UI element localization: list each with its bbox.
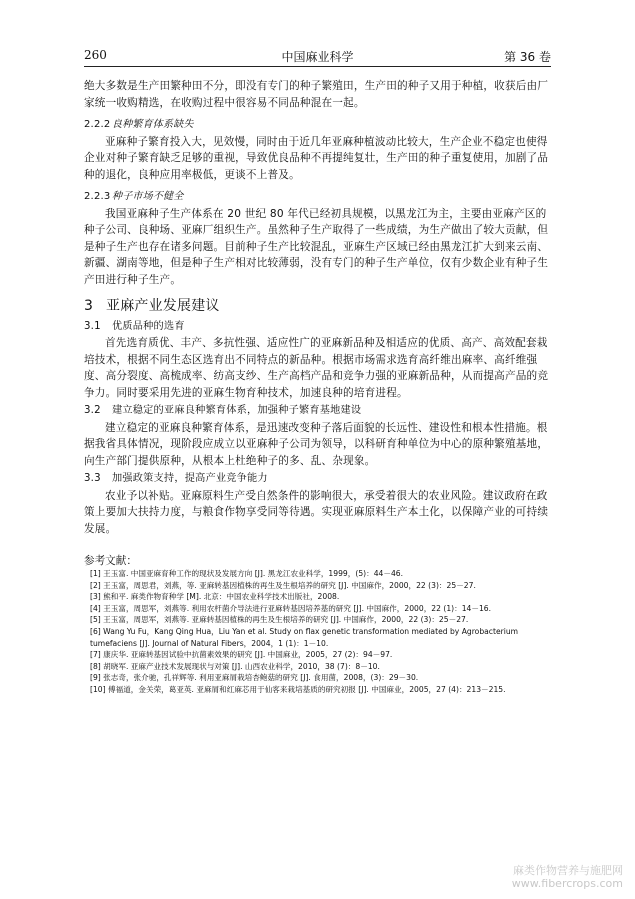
subsection-title: 优质品种的选育 <box>112 320 185 332</box>
paragraph-intro: 绝大多数是生产田繁种田不分，即没有专门的种子繁殖田，生产田的种子又用于种植，收获后由厂家统一收购精选，在收购过程中很容易不同品种混在一起。 <box>84 80 549 109</box>
reference-item: [3] 熊和平. 麻类作物育种学 [M]. 北京：中国农业科学技术出版社，2008. <box>90 592 340 602</box>
subsection-title: 种子市场不健全 <box>112 191 184 202</box>
reference-item: [8] 胡晓军. 亚麻产业技术发展现状与对策 [J]. 山西农业科学，2010，38 (7)：8－10. <box>90 661 380 671</box>
paragraph-2-2-2: 亚麻种子繁育投入大，见效慢，同时由于近几年亚麻种植波动比较大，生产企业不稳定也使得企业对种子繁育缺乏足够的重视，导致优良品种不再提纯复壮，生产田的种子重复使用，加剧了品种的退化，良种应用率极低，更谈不上普及。 <box>84 135 549 181</box>
subsection-2-2-3-heading <box>84 189 552 206</box>
paragraph-3-2: 建立稳定的亚麻良种繁育体系，是迅速改变种子落后面貌的长远性、建设性和根本性措施。根据我省具体情况，现阶段应成立以亚麻种子公司为领导，以科研育种单位为中心的原种繁殖基地，向生产部门提供原种，从根本上杜绝种子的多、乱、杂现象。 <box>84 421 549 467</box>
section-number: 3 <box>84 298 94 314</box>
reference-item: [10] 傅福道，金关荣，葛亚英. 亚麻屑和红麻芯用于仙客来栽培基质的研究初报 [J]. 中国麻业，2005，27 (4)：213－215. <box>90 684 506 694</box>
subsection-number: 3.1 <box>84 320 101 332</box>
section-3-heading <box>84 298 552 315</box>
paragraph-3-1: 首先选育质优、丰产、多抗性强、适应性广的亚麻新品种及相适应的优质、高产、高效配套栽培技术，根据不同生态区选育出不同特点的新品种。根据市场需求选育高纤维出麻率、高纤维强度、高分裂度、高梳成率、纺高支纱、生产高档产品和竞争力强的亚麻新品种，从而提高产品的竞争力。同时要采用先进的亚麻生物育种技术，加速良种的培育进程。 <box>84 337 549 399</box>
running-header <box>84 48 551 66</box>
reference-item: [9] 张志奇，张介驰，孔祥辉等. 利用亚麻屑栽培杏鲍菇的研究 [J]. 食用菌，2008，(3)：29－30. <box>90 673 419 683</box>
subsection-title: 建立稳定的亚麻良种繁育体系，加强种子繁育基地建设 <box>112 405 362 416</box>
journal-title: 中国麻业科学 <box>281 50 354 64</box>
reference-item: [2] 王玉富，周思君，刘燕，等. 亚麻转基因植株的再生及生根培养的研究 [J]. 中国麻作，2000，22 (3)：25－27. <box>90 580 476 590</box>
body-text <box>84 78 552 537</box>
subsection-2-2-2-heading <box>84 117 552 134</box>
references-heading: 参考文献： <box>84 555 137 567</box>
volume-label: 第 36 卷 <box>504 50 551 64</box>
header-rule <box>84 66 551 67</box>
reference-item: [6] Wang Yu Fu，Kang Qing Hua，Liu Yan et al. Study on flax genetic transformation mediated by Agrobacterium tumefaciens [J]. Journal of Natural Fibers，2004，1 (1)：1－10. <box>90 626 519 648</box>
subsection-title: 加强政策支持，提高产业竞争能力 <box>112 473 268 484</box>
paragraph-3-3: 农业予以补贴。亚麻原料生产受自然条件的影响很大，承受着很大的农业风险。建议政府在政策上要加大扶持力度，与粮食作物享受同等待遇。实现亚麻原料生产本土化，以保障产业的可持续发展。 <box>84 489 549 535</box>
subsection-3-2-heading <box>84 403 552 420</box>
subsection-3-3-heading <box>84 471 552 488</box>
watermark-text: 麻类作物营养与施肥网 <box>513 864 623 877</box>
subsection-number: 3.2 <box>84 405 101 416</box>
watermark-url: www.fibercrops.com <box>511 877 623 890</box>
subsection-number: 2.2.3 <box>84 191 111 202</box>
subsection-number: 3.3 <box>84 473 101 484</box>
page-number: 260 <box>84 48 107 62</box>
reference-list <box>90 568 552 696</box>
reference-item: [7] 康庆华. 亚麻转基因试验中抗菌素效果的研究 [J]. 中国麻业，2005，27 (2)：94－97. <box>90 650 393 660</box>
reference-item: [1] 王玉富. 中国亚麻育种工作的现状及发展方向 [J]. 黑龙江农业科学，1999，(5)：44－46. <box>90 569 404 578</box>
subsection-title: 良种繁育体系缺失 <box>112 119 194 130</box>
subsection-3-1-heading <box>84 319 552 336</box>
section-title: 亚麻产业发展建议 <box>106 298 220 314</box>
reference-item: [4] 王玉富，周思军，刘燕等. 利用农杆菌介导法进行亚麻转基因培养基的研究 [J]. 中国麻作，2000，22 (1)：14－16. <box>90 603 492 613</box>
paragraph-2-2-3: 我国亚麻种子生产体系在 20 世纪 80 年代已经初具规模，以黑龙江为主，主要由亚麻产区的种子公司、良种场、亚麻厂组织生产。虽然种子生产取得了一些成绩，为生产做出了较大贡献，但是种子生产也存在诸多问题。目前种子生产比较混乱，亚麻生产区域已经由黑龙江扩大到来云南、新疆、湖南等地，但是种子生产相对比较薄弱，没有专门的种子生产单位，仅有少数企业有种子生产田进行种子生产。 <box>84 207 549 286</box>
subsection-number: 2.2.2 <box>84 119 111 130</box>
reference-item: [5] 王玉富，周思军，刘燕等. 亚麻转基因植株的再生及生根培养的研究 [J]. 中国麻作，2000，22 (3)：25－27. <box>90 615 469 625</box>
